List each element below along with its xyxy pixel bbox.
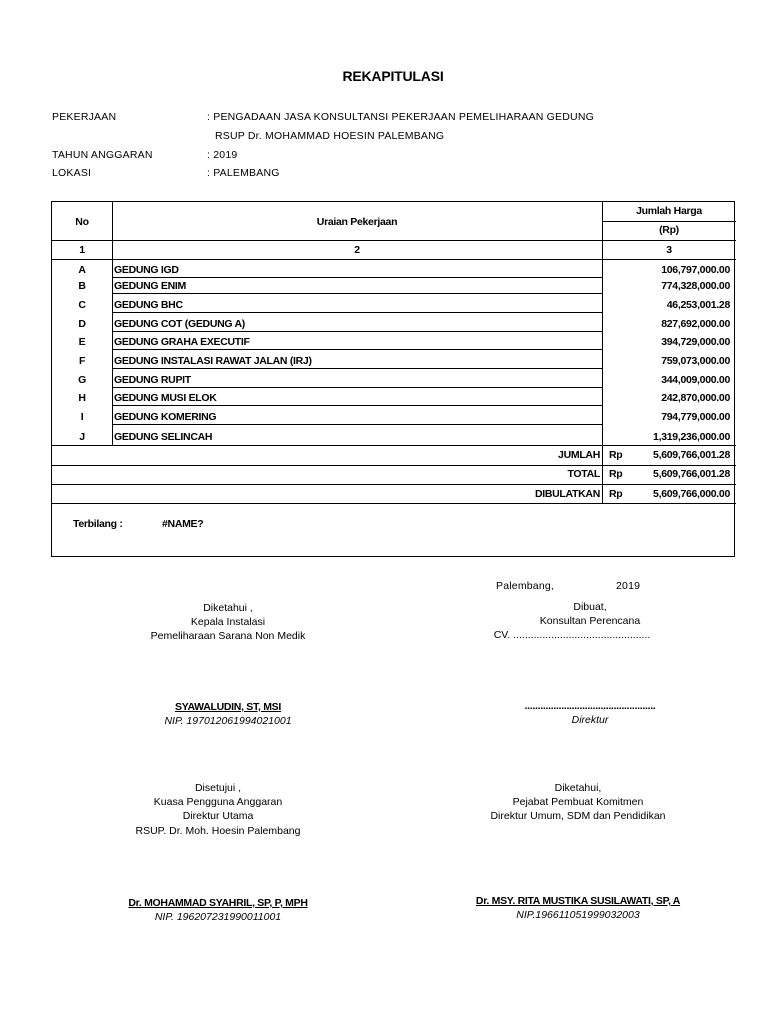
row-no: C <box>78 299 86 311</box>
meta-value-pekerjaan-cont: RSUP Dr. MOHAMMAD HOESIN PALEMBANG <box>215 130 445 142</box>
row-amount: 794,779,000.00 <box>661 411 730 423</box>
sig-right-top-line1: Dibuat, <box>573 601 607 613</box>
sig-right-bottom-nip: NIP.196611051999032003 <box>516 909 640 921</box>
header-no: No <box>75 216 89 228</box>
col-index-no: 1 <box>79 244 85 256</box>
terbilang-value: #NAME? <box>162 518 204 530</box>
sig-left-bottom-nip: NIP. 196207231990011001 <box>154 911 282 923</box>
row-name: GEDUNG ENIM <box>114 280 186 292</box>
row-amount: 1,319,236,000.00 <box>653 431 730 443</box>
sig-right-top-line3: CV. ............................................... <box>493 629 651 641</box>
row-name: GEDUNG BHC <box>114 299 183 311</box>
row-amount: 759,073,000.00 <box>661 355 730 367</box>
meta-value-pekerjaan: : PENGADAAN JASA KONSULTANSI PEKERJAAN PEMELIHARAAN GEDUNG <box>207 111 594 123</box>
sig-right-top-role: Direktur <box>571 714 609 726</box>
sig-left-top-line1: Diketahui , <box>203 602 253 614</box>
total-currency: Rp <box>609 488 623 500</box>
row-amount: 827,692,000.00 <box>661 318 730 330</box>
row-name: GEDUNG INSTALASI RAWAT JALAN (IRJ) <box>114 355 312 367</box>
row-name: GEDUNG COT (GEDUNG A) <box>114 318 245 330</box>
sig-right-bottom-line1: Diketahui, <box>554 782 602 794</box>
total-currency: Rp <box>609 449 623 461</box>
row-amount: 774,328,000.00 <box>661 280 730 292</box>
terbilang-label: Terbilang : <box>73 518 123 530</box>
meta-label-pekerjaan: PEKERJAAN <box>52 111 117 123</box>
total-label-dibulatkan: DIBULATKAN <box>534 488 600 500</box>
sig-right-top-line2: Konsultan Perencana <box>539 615 641 627</box>
sig-right-top-name: .................................................. <box>524 700 656 712</box>
recap-table <box>51 201 735 557</box>
row-amount: 394,729,000.00 <box>661 336 730 348</box>
row-amount: 106,797,000.00 <box>661 264 730 276</box>
meta-label-tahun: TAHUN ANGGARAN <box>52 149 153 161</box>
total-label-jumlah: JUMLAH <box>558 449 600 461</box>
total-amount-total: 5,609,766,001.28 <box>653 468 730 480</box>
sig-right-bottom-line3: Direktur Umum, SDM dan Pendidikan <box>490 810 666 822</box>
row-amount: 46,253,001.28 <box>666 299 730 311</box>
row-name: GEDUNG GRAHA EXECUTIF <box>114 336 250 348</box>
row-no: H <box>78 392 86 404</box>
row-name: GEDUNG IGD <box>114 264 179 276</box>
row-no: B <box>78 280 86 292</box>
row-amount: 344,009,000.00 <box>661 374 730 386</box>
total-currency: Rp <box>609 468 623 480</box>
meta-value-lokasi: : PALEMBANG <box>207 167 280 179</box>
sig-left-bottom-line2: Kuasa Pengguna Anggaran <box>153 796 283 808</box>
meta-value-tahun: : 2019 <box>207 149 238 161</box>
row-no: J <box>79 431 85 443</box>
sig-left-bottom-line4: RSUP. Dr. Moh. Hoesin Palembang <box>135 825 301 837</box>
row-name: GEDUNG RUPIT <box>114 374 191 386</box>
col-index-uraian: 2 <box>354 244 360 256</box>
row-no: D <box>78 318 86 330</box>
sig-left-top-name: SYAWALUDIN, ST, MSI <box>175 701 281 713</box>
row-no: I <box>80 411 84 423</box>
meta-label-lokasi: LOKASI <box>52 167 92 179</box>
place-label: Palembang, <box>496 580 555 592</box>
sig-left-bottom-line1: Disetujui , <box>194 782 242 794</box>
sig-left-top-line3: Pemeliharaan Sarana Non Medik <box>150 630 306 642</box>
row-name: GEDUNG MUSI ELOK <box>114 392 217 404</box>
sig-left-bottom-name: Dr. MOHAMMAD SYAHRIL, SP, P, MPH <box>128 897 308 909</box>
row-no: G <box>78 374 86 386</box>
total-amount-dibulatkan: 5,609,766,000.00 <box>653 488 730 500</box>
year-label: 2019 <box>616 580 641 592</box>
sig-left-top-nip: NIP. 197012061994021001 <box>164 715 292 727</box>
page-title: REKAPITULASI <box>342 68 444 84</box>
sig-left-top-line2: Kepala Instalasi <box>190 616 266 628</box>
sig-left-bottom-line3: Direktur Utama <box>182 810 254 822</box>
header-harga: Jumlah Harga <box>636 205 702 217</box>
total-amount-jumlah: 5,609,766,001.28 <box>653 449 730 461</box>
row-no: F <box>78 355 86 367</box>
row-name: GEDUNG KOMERING <box>114 411 217 423</box>
row-amount: 242,870,000.00 <box>661 392 730 404</box>
header-rp: (Rp) <box>659 224 679 236</box>
row-name: GEDUNG SELINCAH <box>114 431 213 443</box>
sig-right-bottom-line2: Pejabat Pembuat Komitmen <box>512 796 644 808</box>
row-no: E <box>78 336 86 348</box>
row-no: A <box>78 264 86 276</box>
total-label-total: TOTAL <box>567 468 600 480</box>
col-index-harga: 3 <box>666 244 672 256</box>
sig-right-bottom-name: Dr. MSY. RITA MUSTIKA SUSILAWATI, SP, A <box>475 895 681 907</box>
header-uraian: Uraian Pekerjaan <box>316 216 398 228</box>
